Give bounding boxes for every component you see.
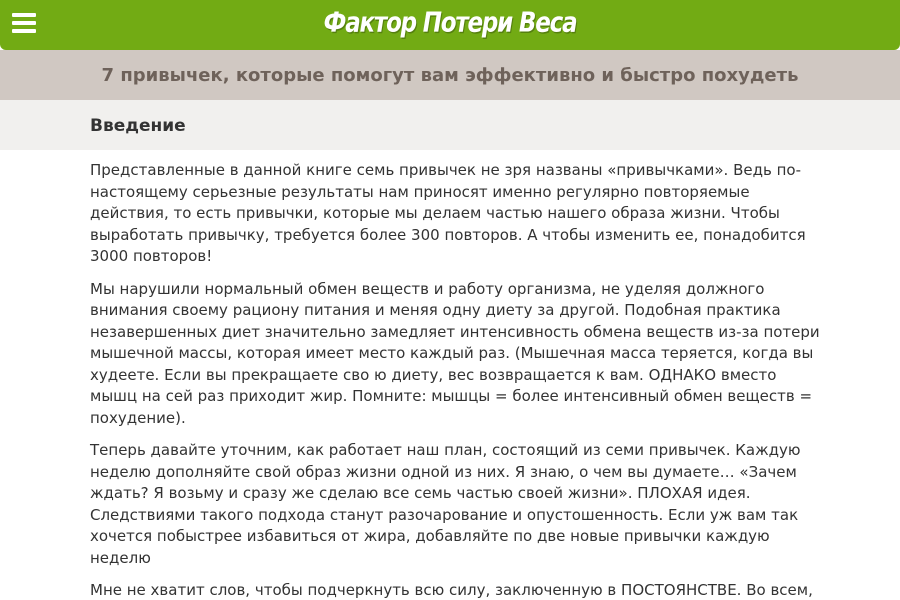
- book-title-band: [0, 50, 900, 100]
- article-content: [90, 160, 820, 600]
- book-title: 7 привычек, которые помогут вам эффективно и быстро похудеть: [101, 65, 799, 86]
- section-heading: Введение: [90, 116, 186, 136]
- site-logo[interactable]: Фактор Потери Веса: [323, 8, 577, 39]
- paragraph: Мы нарушили нормальный обмен веществ и работу организма, не уделяя должного внимания своему рациону питания и меняя одну диету за другой. Подобная практика незавершенных диет значительно замедляет интенсивность обмена веществ из-за потери мышечной массы, которая имеет место каждый раз. (Мышечная масса теряется, когда вы худеете. Если вы прекращаете сво ю диету, вес возвращается к вам. ОДНАКО вместо мышц на сей раз приходит жир. Помните: мышцы = более интенсивный обмен веществ = похудение).: [90, 279, 820, 427]
- paragraph: Теперь давайте уточним, как работает наш план, состоящий из семи привычек. Каждую неделю дополняйте свой образ жизни одной из них. Я знаю, о чем вы думаете… «Зачем ждать? Я возьму и сразу же сделаю все семь частью своей жизни». ПЛОХАЯ идея. Следствиями такого подхода станут разочарование и опустошенность. Если уж вам так хочется побыстрее избавиться от жира, добавляйте по две новые привычки каждую неделю: [90, 441, 801, 567]
- paragraph: Представленные в данной книге семь привычек не зря названы «привычками». Ведь по-настоящему серьезные результаты нам приносят именно регулярно повторяемые действия, то есть привычки, которые мы делаем частью нашего образа жизни. Чтобы выработать привычку, требуется более 300 повторов. А чтобы изменить ее, понадобится 3000 повторов!: [90, 161, 806, 265]
- top-app-bar: [0, 0, 900, 50]
- section-heading-band: [0, 100, 900, 150]
- paragraph: Мне не хватит слов, чтобы подчеркнуть всю силу, заключенную в ПОСТОЯНСТВЕ. Во всем,: [90, 581, 813, 599]
